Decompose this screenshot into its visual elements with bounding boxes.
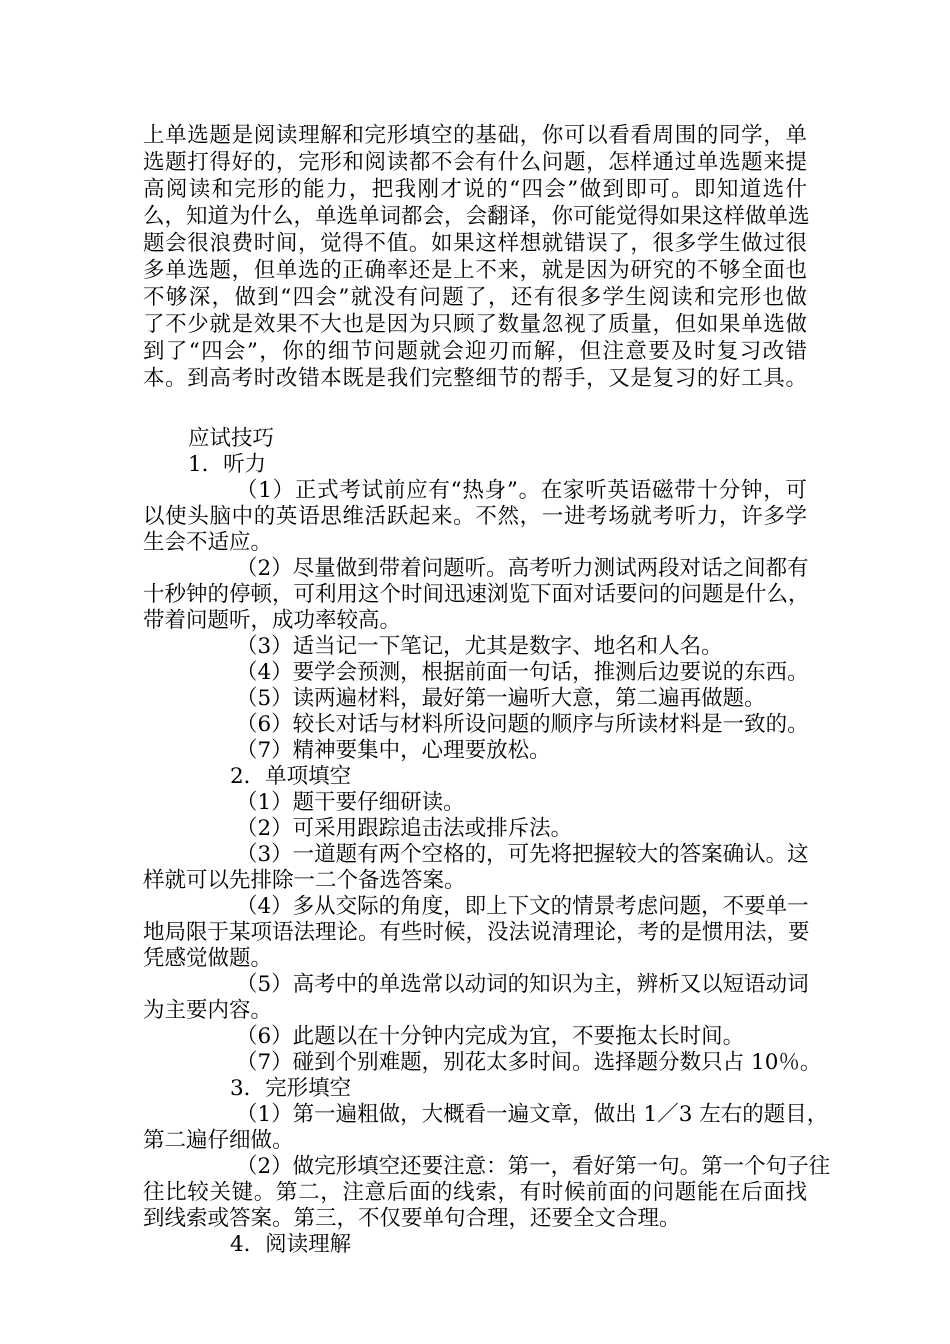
text-line: 到线索或答案。第三，不仅要单句合理，还要全文合理。 (143, 1206, 681, 1231)
text-line: （5）读两遍材料，最好第一遍听大意，第二遍再做题。 (236, 686, 766, 711)
text-line: 为主要内容。 (143, 998, 273, 1023)
text-line: 往比较关键。第二，注意后面的线索，有时候前面的问题能在后面找 (143, 1180, 807, 1205)
section-title: 4．阅读理解 (230, 1232, 352, 1257)
text-line: 地局限于某项语法理论。有些时候，没法说清理论，考的是惯用法，要 (143, 920, 810, 945)
text-line: 凭感觉做题。 (143, 946, 273, 971)
text-line: （1）第一遍粗做，大概看一遍文章，做出 1／3 左右的题目， (236, 1102, 829, 1127)
text-line: 么，知道为什么，单选单词都会，会翻译，你可能觉得如果这样做单选 (143, 204, 810, 229)
text-line: 带着问题听，成功率较高。 (143, 608, 402, 633)
section-title: 1．听力 (188, 452, 267, 477)
text-line: 生会不适应。 (143, 530, 273, 555)
text-line: 选题打得好的，完形和阅读都不会有什么问题，怎样通过单选题来提 (143, 150, 807, 175)
text-line: （2）尽量做到带着问题听。高考听力测试两段对话之间都有 (236, 556, 809, 581)
text-line: （4）多从交际的角度，即上下文的情景考虑问题，不要单一 (236, 894, 809, 919)
text-line: （6）此题以在十分钟内完成为宜，不要拖太长时间。 (236, 1024, 745, 1049)
text-line: （5）高考中的单选常以动词的知识为主，辨析又以短语动词 (236, 972, 809, 997)
text-line: 到了“四会”，你的细节问题就会迎刃而解，但注意要及时复习改错 (143, 339, 807, 364)
text-line: （3）适当记一下笔记，尤其是数字、地名和人名。 (236, 634, 723, 659)
text-line: 样就可以先排除一二个备选答案。 (143, 868, 466, 893)
text-line: 不够深，做到“四会”就没有问题了，还有很多学生阅读和完形也做 (143, 285, 807, 310)
text-line: （6）较长对话与材料所设问题的顺序与所读材料是一致的。 (236, 712, 809, 737)
text-line: 高阅读和完形的能力，把我刚才说的“四会”做到即可。即知道选什 (143, 177, 807, 202)
text-line: 以使头脑中的英语思维活跃起来。不然，一进考场就考听力，许多学 (143, 504, 807, 529)
section-heading: 应试技巧 (188, 426, 275, 451)
text-line: 本。到高考时改错本既是我们完整细节的帮手，又是复习的好工具。 (143, 366, 807, 391)
text-line: （4）要学会预测，根据前面一句话，推测后边要说的东西。 (236, 660, 809, 685)
text-line: 十秒钟的停顿，可利用这个时间迅速浏览下面对话要问的问题是什么， (143, 582, 810, 607)
text-line: 多单选题，但单选的正确率还是上不来，就是因为研究的不够全面也 (143, 258, 807, 283)
text-line: 了不少就是效果不大也是因为只顾了数量忽视了质量，但如果单选做 (143, 312, 807, 337)
text-line: （1）正式考试前应有“热身”。在家听英语磁带十分钟，可 (236, 478, 807, 503)
text-line: （3）一道题有两个空格的，可先将把握较大的答案确认。这 (236, 842, 809, 867)
section-title: 3．完形填空 (230, 1076, 352, 1101)
text-line: （2）做完形填空还要注意：第一，看好第一句。第一个句子往 (236, 1154, 831, 1179)
text-line: 题会很浪费时间，觉得不值。如果这样想就错误了，很多学生做过很 (143, 231, 807, 256)
text-line: 第二遍仔细做。 (143, 1128, 294, 1153)
text-line: 上单选题是阅读理解和完形填空的基础，你可以看看周围的同学，单 (143, 123, 807, 148)
section-title: 2．单项填空 (230, 764, 352, 789)
text-line: （2）可采用跟踪追击法或排斥法。 (236, 816, 573, 841)
text-line: （1）题干要仔细研读。 (236, 790, 465, 815)
text-line: （7）碰到个别难题，别花太多时间。选择题分数只占 10％。 (236, 1050, 822, 1075)
text-line: （7）精神要集中，心理要放松。 (236, 738, 551, 763)
